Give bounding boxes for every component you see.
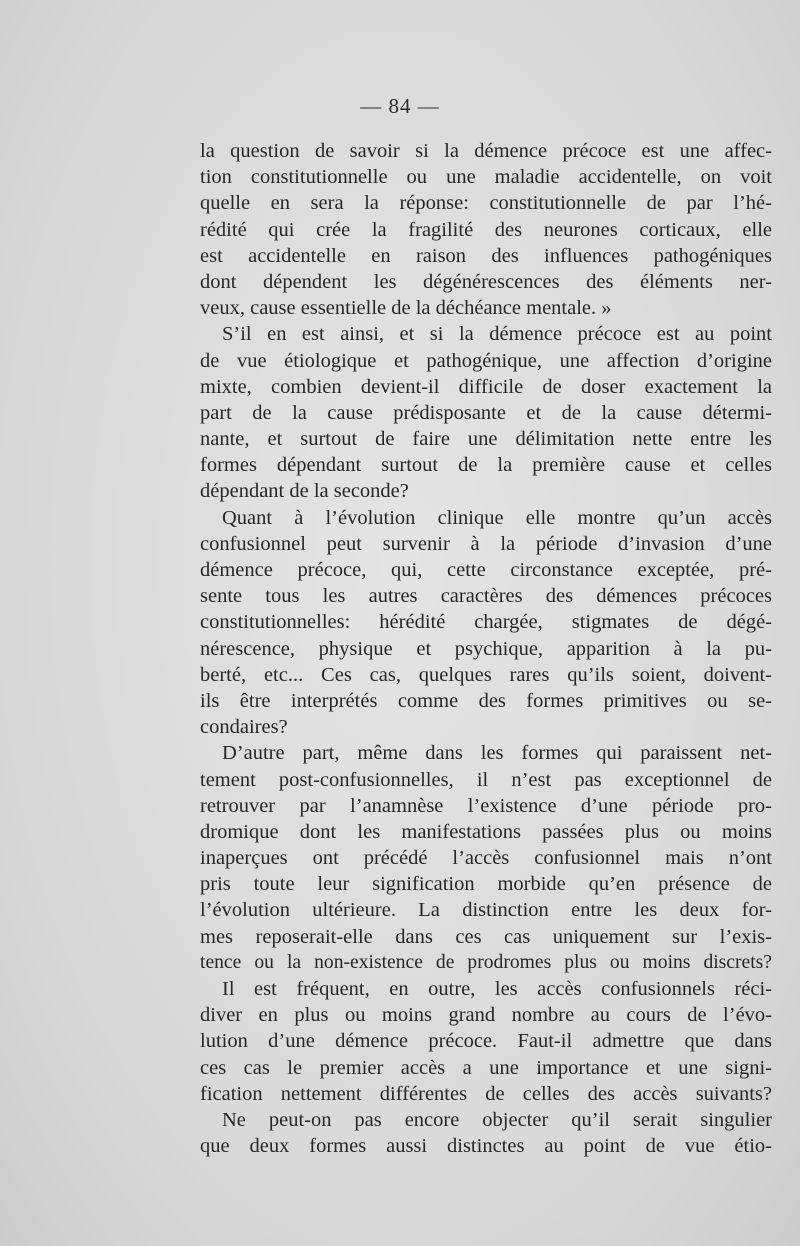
text-line: ils être interprétés comme des formes primitives ou se- xyxy=(200,689,772,712)
text-line: la question de savoir si la démence précoce est une affec- xyxy=(200,140,772,162)
text-line: nante, et surtout de faire une délimitation nette entre les xyxy=(200,428,772,451)
text-line: pris toute leur signification morbide qu’en présence de xyxy=(200,873,772,896)
text-line: tence ou la non-existence de prodromes plus ou moins discrets? xyxy=(200,951,772,973)
text-line: condaires? xyxy=(200,716,288,739)
text-line: retrouver par l’anamnèse l’existence d’une période pro- xyxy=(200,794,772,817)
text-line: que deux formes aussi distinctes au point de vue étio- xyxy=(200,1135,772,1158)
text-line: part de la cause prédisposante et de la cause détermi- xyxy=(200,401,772,424)
text-line: diver en plus ou moins grand nombre au cours de l’évo- xyxy=(200,1004,772,1027)
text-line: dépendant de la seconde? xyxy=(200,480,409,503)
text-line: mes reposerait-elle dans ces cas uniquement sur l’exis- xyxy=(200,925,772,948)
text-line: est accidentelle en raison des influences pathogéniques xyxy=(200,244,772,267)
text-line: Ne peut-on pas encore objecter qu’il serait singulier xyxy=(222,1108,772,1131)
text-line: tion constitutionnelle ou une maladie accidentelle, on voit xyxy=(200,166,772,189)
text-line: confusionnel peut survenir à la période d’invasion d’une xyxy=(200,532,772,555)
text-line: l’évolution ultérieure. La distinction entre les deux for- xyxy=(200,899,772,922)
text-line: mixte, combien devient-il difficile de doser exactement la xyxy=(200,375,772,398)
page-number: — 84 — xyxy=(360,94,440,118)
text-line: berté, etc... Ces cas, quelques rares qu’ils soient, doivent- xyxy=(200,663,772,686)
text-line: ces cas le premier accès a une importance et une signi- xyxy=(200,1056,772,1079)
text-line: constitutionnelles: hérédité chargée, stigmates de dégé- xyxy=(200,611,772,634)
body-text xyxy=(200,138,772,1159)
text-line: fication nettement différentes de celles des accès suivants? xyxy=(200,1082,772,1105)
text-line: dont dépendent les dégénérescences des éléments ner- xyxy=(200,270,772,293)
text-line: de vue étiologique et pathogénique, une affection d’origine xyxy=(200,349,772,372)
text-line: rédité qui crée la fragilité des neurones corticaux, elle xyxy=(200,218,772,241)
text-line: Quant à l’évolution clinique elle montre qu’un accès xyxy=(222,506,772,529)
text-line: D’autre part, même dans les formes qui paraissent net- xyxy=(222,742,772,765)
text-line: Il est fréquent, en outre, les accès confusionnels réci- xyxy=(222,978,772,1000)
text-line: S’il en est ainsi, et si la démence précoce est au point xyxy=(222,323,772,346)
text-line: tement post-confusionnelles, il n’est pas exceptionnel de xyxy=(200,768,772,791)
text-line: dromique dont les manifestations passées plus ou moins xyxy=(200,820,772,843)
text-line: inaperçues ont précédé l’accès confusionnel mais n’ont xyxy=(200,847,772,870)
text-line: veux, cause essentielle de la déchéance mentale. » xyxy=(200,297,612,320)
text-line: lution d’une démence précoce. Faut-il admettre que dans xyxy=(200,1030,772,1053)
text-line: quelle en sera la réponse: constitutionnelle de par l’hé- xyxy=(200,192,772,215)
text-line: formes dépendant surtout de la première cause et celles xyxy=(200,454,772,477)
text-line: démence précoce, qui, cette circonstance exceptée, pré- xyxy=(200,559,772,581)
text-line: nérescence, physique et psychique, apparition à la pu- xyxy=(200,637,772,660)
text-line: sente tous les autres caractères des démences précoces xyxy=(200,585,772,608)
